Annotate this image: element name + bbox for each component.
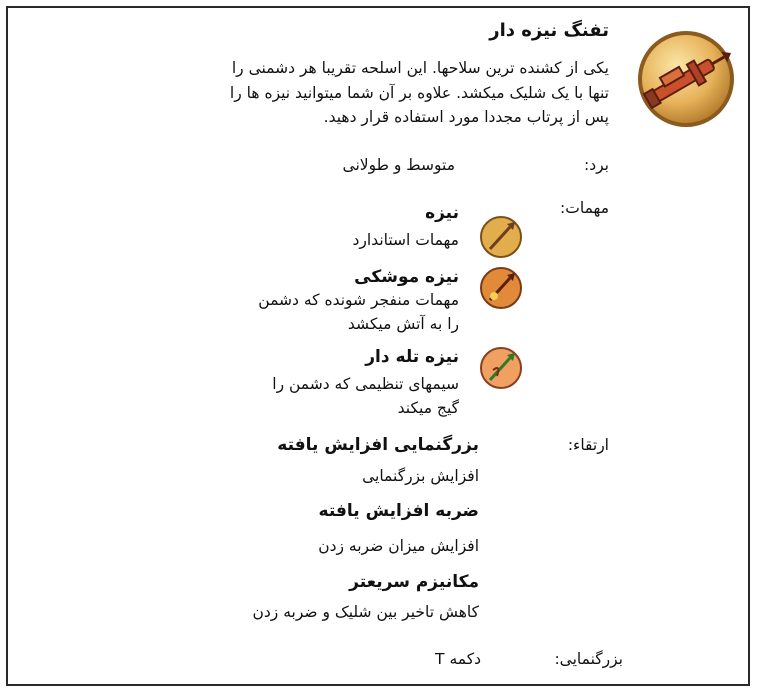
ammo-item-name: نیزه تله دار [365,347,459,367]
upgrade-name: بزرگنمایی افزایش یافته [277,435,479,455]
range-label: برد: [584,156,609,174]
range-value: متوسط و طولانی [342,156,455,174]
description-line: یکی از کشنده ترین سلاحها. این اسلحه تقریبا هر دشمنی را [231,59,609,77]
speargun-icon [634,27,738,131]
spear-ammo-icon [479,215,523,259]
ammo-item-name: نیزه [425,203,459,223]
upgrade-desc: افزایش بزرگنمایی [362,467,479,485]
zoom-label: بزرگنمایی: [554,650,623,668]
zoom-value: دکمه T [435,650,481,668]
upgrades-label: ارتقاء: [567,436,609,454]
ammo-item-desc: سیمهای تنظیمی که دشمن را گیج میکند [272,375,459,417]
description-line: پس از پرتاب مجددا مورد استفاده قرار دهید. [323,108,609,126]
ammo-label: مهمات: [560,199,609,217]
upgrade-name: ضربه افزایش یافته [318,501,479,521]
upgrade-name: مکانیزم سریعتر [349,572,479,592]
ammo-item-name: نیزه موشکی [354,267,459,287]
trap-spear-icon [479,346,523,390]
ammo-item-desc: مهمات استاندارد [352,231,459,249]
rocket-spear-icon [479,266,523,310]
description-line: تنها با یک شلیک میکشد. علاوه بر آن شما میتوانید نیزه ها را [229,83,609,102]
upgrade-desc: افزایش میزان ضربه زدن [318,537,479,555]
ammo-item-desc: مهمات منفجر شونده که دشمن را به آتش میکشد [258,291,459,333]
weapon-title: تفنگ نیزه دار [489,20,609,41]
weapon-description [230,56,609,130]
upgrade-desc: کاهش تاخیر بین شلیک و ضربه زدن [252,603,479,621]
